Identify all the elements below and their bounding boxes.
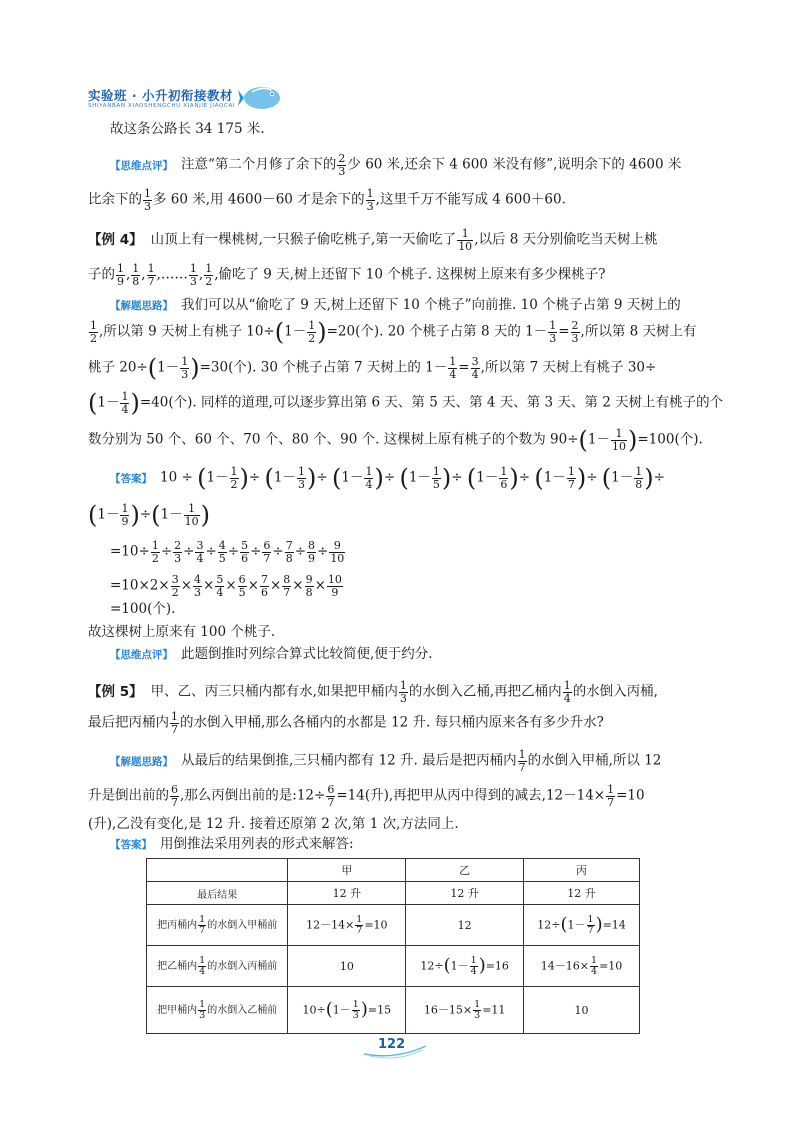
table-cell: 12 升 bbox=[406, 882, 524, 905]
ex5-answer-line: 【答案】 用倒推法采用列表的形式来解答: bbox=[110, 836, 354, 852]
table-cell bbox=[147, 859, 288, 882]
comment-line-2: 比余下的 $\frac{1}{3}$ 多 60 米,用 4600－60 才是余下的 $\frac{1}{3}$ ,这里千万不能写成 4 600＋60. bbox=[88, 187, 566, 213]
example-5-label: 【例 5】 bbox=[88, 683, 143, 700]
ex5-solution-line-2: 升是倒出前的 $\frac{6}{7}$ ,那么丙倒出前的是:12÷ $\frac{6}{7}$ =14(升),再把甲从丙中得到的减去,12－14× $\frac{1}{7}$ =10 bbox=[88, 783, 645, 809]
fraction: $\frac{1}{7}$ bbox=[567, 465, 575, 491]
fraction: $\frac{1}{4}$ bbox=[365, 465, 373, 491]
fraction: $\frac{1}{2}$ bbox=[308, 319, 316, 345]
table-cell: 12÷(1－ $\frac{1}{7}$ )=14 bbox=[524, 905, 640, 946]
fraction: $\frac{2}{3}$ bbox=[571, 319, 579, 345]
fraction: $\frac{1}{3}$ bbox=[549, 319, 557, 345]
ex5-solution-line-1: 【解题思路】 从最后的结果倒推,三只桶内都有 12 升. 最后是把丙桶内 $\frac{1}{7}$ 的水倒入甲桶,所以 12 bbox=[110, 748, 662, 774]
example-5-line-1: 【例 5】 甲、乙、丙三只桶内都有水,如果把甲桶内 $\frac{1}{3}$ 的水倒入乙桶,再把乙桶内 $\frac{1}{4}$ 的水倒入丙桶, bbox=[88, 679, 658, 705]
table-header-row bbox=[147, 859, 640, 882]
table-header-bing: 丙 bbox=[524, 859, 640, 882]
fraction: $\frac{1}{6}$ bbox=[500, 465, 508, 491]
solution-line-2: $\frac{1}{2}$ ,所以第 9 天树上有桃子 10÷(1－ $\frac{1}{2}$ )=20(个). 20 个桃子占第 8 天的 1－ $\frac{1}{3}$ = $\frac{2}{3}$ ,所以第 8 天树上有 bbox=[90, 318, 697, 347]
answer-table bbox=[146, 858, 640, 1034]
solution-line-1: 【解题思路】 我们可以从“偷吃了 9 天,树上还留下 10 个桃子”向前推. 10 个桃子占第 9 天树上的 bbox=[110, 297, 681, 313]
table-cell: 14－16× $\frac{1}{4}$ =10 bbox=[524, 946, 640, 987]
tag-jieti: 【解题思路】 bbox=[110, 300, 173, 312]
answer-line-6: 故这棵树上原来有 100 个桃子. bbox=[88, 624, 276, 640]
solution-line-5: 数分别为 50 个、60 个、70 个、80 个、90 个. 这棵树上原有桃子的个数为 90÷(1－ $\frac{1}{10}$ )=100(个). bbox=[88, 426, 703, 455]
table-row-label: 把丙桶内 $\frac{1}{7}$ 的水倒入甲桶前 bbox=[147, 905, 288, 946]
fraction: $\frac{1}{4}$ bbox=[121, 390, 129, 416]
fraction: $\frac{1}{10}$ bbox=[611, 427, 626, 453]
fraction: $\frac{1}{3}$ bbox=[366, 187, 374, 213]
table-cell: 10 bbox=[288, 946, 406, 987]
table-cell: 10 bbox=[524, 987, 640, 1034]
fraction: $\frac{1}{9}$ bbox=[117, 262, 124, 288]
book-subtitle: SHIYANBAN XIAOSHENGCHU XIANJIE JIAOCAI bbox=[88, 103, 236, 109]
fraction: $\frac{1}{5}$ bbox=[432, 465, 440, 491]
fraction: $\frac{1}{10}$ bbox=[458, 227, 473, 253]
tag-siwei: 【思维点评】 bbox=[110, 159, 173, 172]
fraction: $\frac{1}{3}$ bbox=[189, 262, 197, 288]
table-header-yi: 乙 bbox=[406, 859, 524, 882]
table-cell: 12 升 bbox=[288, 882, 406, 905]
comment-line-1: 【思维点评】 注意“第二个月修了余下的 $\frac{2}{3}$ 少 60 米,还余下 4 600 米没有修”,说明余下的 4600 米 bbox=[110, 152, 682, 178]
comment-2: 【思维点评】 此题倒推时列综合算式比较简便,便于约分. bbox=[110, 646, 433, 662]
fraction: $\frac{1}{3}$ bbox=[181, 355, 189, 381]
fraction: $\frac{1}{7}$ bbox=[147, 262, 155, 288]
example-4-line-2: 子的 $\frac{1}{9}$ , $\frac{1}{8}$ , $\frac{1}{7}$ ,…… $\frac{1}{3}$ , $\frac{1}{2}$ ,偷吃了 9 天,树上还留下 10 个桃子. 这棵树上原来有多少棵桃子? bbox=[88, 262, 606, 288]
table-row-label: 把甲桶内 $\frac{1}{3}$ 的水倒入乙桶前 bbox=[147, 987, 288, 1034]
fraction: $\frac{2}{3}$ bbox=[338, 152, 346, 178]
table-row bbox=[147, 882, 640, 905]
table-cell: 12 bbox=[406, 905, 524, 946]
fraction: $\frac{1}{2}$ bbox=[205, 262, 213, 288]
fraction: $\frac{1}{3}$ bbox=[144, 187, 151, 213]
page-number: 122 bbox=[378, 1037, 406, 1052]
example-5-line-2: 最后把丙桶内 $\frac{1}{7}$ 的水倒入甲桶,那么各桶内的水都是 12 升. 每只桶内原来各有多少升水? bbox=[88, 710, 604, 736]
table-row bbox=[147, 987, 640, 1034]
table-row-label: 把乙桶内 $\frac{1}{4}$ 的水倒入丙桶前 bbox=[147, 946, 288, 987]
fraction: $\frac{1}{8}$ bbox=[132, 262, 140, 288]
answer-line-4: =10×2× $\frac{3}{2}$ × $\frac{4}{3}$ × $\frac{5}{4}$ × $\frac{6}{5}$ × $\frac{7}{6}$ × $\frac{8}{7}$ × $\frac{9}{8}$ × $\frac{10}{9}$ bbox=[110, 573, 342, 599]
table-row bbox=[147, 946, 640, 987]
fraction: $\frac{1}{2}$ bbox=[230, 465, 238, 491]
table-cell: 10÷(1－ $\frac{1}{3}$ )=15 bbox=[288, 987, 406, 1034]
fraction: $\frac{1}{2}$ bbox=[90, 319, 97, 345]
table-row bbox=[147, 905, 640, 946]
fraction: $\frac{1}{4}$ bbox=[449, 355, 457, 381]
book-title: 实验班 · 小升初衔接教材 bbox=[88, 88, 233, 103]
table-cell: 12 升 bbox=[524, 882, 640, 905]
table-cell: 12－14× $\frac{1}{7}$ =10 bbox=[288, 905, 406, 946]
book-logo-icon bbox=[238, 82, 282, 114]
fraction: $\frac{1}{3}$ bbox=[298, 465, 305, 491]
answer-line-2: (1－ $\frac{1}{9}$ )÷(1－ $\frac{1}{10}$ ) bbox=[88, 501, 210, 530]
fraction: $\frac{1}{9}$ bbox=[121, 502, 129, 528]
solution-line-4: (1－ $\frac{1}{4}$ )=40(个). 同样的道理,可以逐步算出第 6 天、第 5 天、第 4 天、第 3 天、第 2 天树上有桃子的个 bbox=[88, 389, 724, 418]
ex5-solution-line-3: (升),乙没有变化,是 12 升. 接着还原第 2 次,第 1 次,方法同上. bbox=[88, 816, 459, 832]
answer-line-1: 【答案】 10 ÷ (1－ $\frac{1}{2}$ )÷ (1－ $\frac{1}{3}$ )÷ (1－ $\frac{1}{4}$ )÷ (1－ $\frac{1}{5}$ )÷ (1－ $\frac{1}{6}$ )÷ (1－ $\frac{1}{7}$ )÷ (1－ $\frac{1}{8}$ )÷ bbox=[110, 464, 665, 493]
fraction: $\frac{3}{4}$ bbox=[471, 355, 479, 381]
example-4-line-1: 【例 4】 山顶上有一棵桃树,一只猴子偷吃桃子,第一天偷吃了 $\frac{1}{10}$ ,以后 8 天分别偷吃当天树上桃 bbox=[88, 227, 658, 253]
example-4-label: 【例 4】 bbox=[88, 231, 143, 248]
table-header-jia: 甲 bbox=[288, 859, 406, 882]
fraction: $\frac{1}{10}$ bbox=[184, 502, 199, 528]
solution-line-3: 桃子 20÷(1－ $\frac{1}{3}$ )=30(个). 30 个桃子占第 7 天树上的 1－ $\frac{1}{4}$ = $\frac{3}{4}$ ,所以第 7 天树上有桃子 30÷ bbox=[88, 354, 657, 383]
table-row-label: 最后结果 bbox=[147, 882, 288, 905]
table-cell: 16－15× $\frac{1}{3}$ =11 bbox=[406, 987, 524, 1034]
conclusion-line: 故这条公路长 34 175 米. bbox=[110, 121, 265, 137]
tag-daan: 【答案】 bbox=[110, 472, 152, 485]
answer-line-5: =100(个). bbox=[110, 601, 176, 617]
book-header bbox=[88, 86, 288, 118]
table-cell: 12÷(1－ $\frac{1}{4}$ )=16 bbox=[406, 946, 524, 987]
answer-line-3: =10÷ $\frac{1}{2}$ ÷ $\frac{2}{3}$ ÷ $\frac{3}{4}$ ÷ $\frac{4}{5}$ ÷ $\frac{5}{6}$ ÷ $\frac{6}{7}$ ÷ $\frac{7}{8}$ ÷ $\frac{8}{9}$ ÷ $\frac{9}{10}$ bbox=[110, 539, 345, 565]
fraction: $\frac{1}{8}$ bbox=[635, 465, 643, 491]
